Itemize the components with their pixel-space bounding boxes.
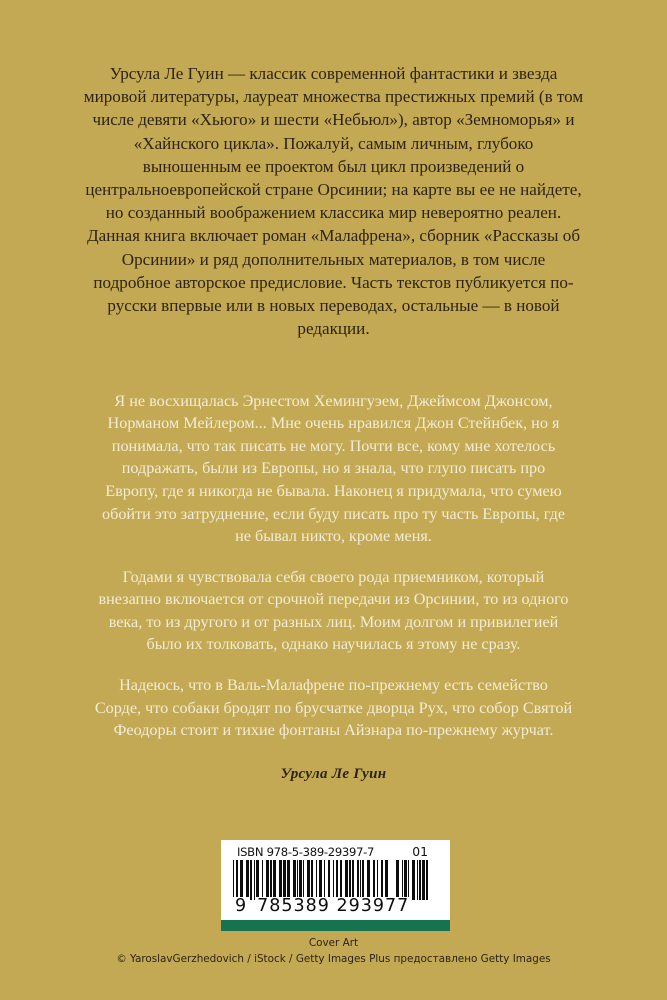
credit-line-2: © YaroslavGerzhedovich / iStock / Getty Images Plus предоставлено Getty Images: [116, 952, 551, 965]
ean5-addon-bars: [396, 860, 430, 900]
barcode-white-panel: [221, 840, 450, 920]
barcode-top-row: [227, 844, 444, 859]
barcode-digits: 785389 293977: [257, 896, 410, 916]
barcode-digits-row: [227, 897, 444, 916]
quote-paragraph-3: Надеюсь, что в Валь-Малафрене по-прежнему есть семейство Сорде, что собаки бродят по брусчатке дворца Рух, что собор Святой Феодоры стоит и тихие фонтаны Айзнара по-прежнему журчат.: [94, 676, 573, 740]
cover-art-credit: [0, 936, 667, 967]
green-accent-bar: [221, 920, 450, 931]
isbn-label: ISBN 978-5-389-29397-7: [237, 845, 375, 859]
barcode-addon-label: 01: [412, 844, 428, 859]
barcode-lead-digit: 9: [233, 897, 250, 916]
publisher-blurb: Урсула Ле Гуин — классик современной фантастики и звезда мировой литературы, лауреат множества престижных премий (в том числе девяти «Хьюго» и шести «Небьюл»), автор «Земноморья» и «Хайнского цикла». Пожалуй, самым личным, глубоко выношенным ее проектом был цикл произведений о центральноевропейской стране Орсинии; на карте вы ее не найдете, но созданный воображением классика мир невероятно реален. Данная книга включает роман «Малафрена», сборник «Рассказы об Орсинии» и ряд дополнительных материалов, в том числе подробное авторское предисловие. Часть текстов публикуется по-русски впервые или в новых переводах, остальные — в новой редакции.: [83, 64, 584, 339]
credit-line-1: Cover Art: [308, 937, 359, 949]
author-quote-block: [95, 390, 573, 742]
quote-paragraph-1: Я не восхищалась Эрнестом Хемингуэем, Джеймсом Джонсом, Норманом Мейлером... Мне очень нравился Джон Стейнбек, но я понимала, что так писать не могу. Почти все, кому мне хотелось подражать, были из Европы, но я знала, что глупо писать про Европу, где я никогда не бывала. Наконец я придумала, что сумею обойти это затруднение, если буду писать про ту часть Европы, где не бывал никто, кроме меня.: [101, 391, 566, 546]
quote-paragraph-2: Годами я чувствовала себя своего рода приемником, который внезапно включается от срочной передачи из Орсинии, то из одного века, то из другого и от разных лиц. Моим долгом и привилегией было их толковать, однако научилась я этому не сразу.: [98, 567, 569, 654]
barcode-block: [221, 840, 450, 931]
author-signature: Урсула Ле Гуин: [280, 765, 387, 782]
